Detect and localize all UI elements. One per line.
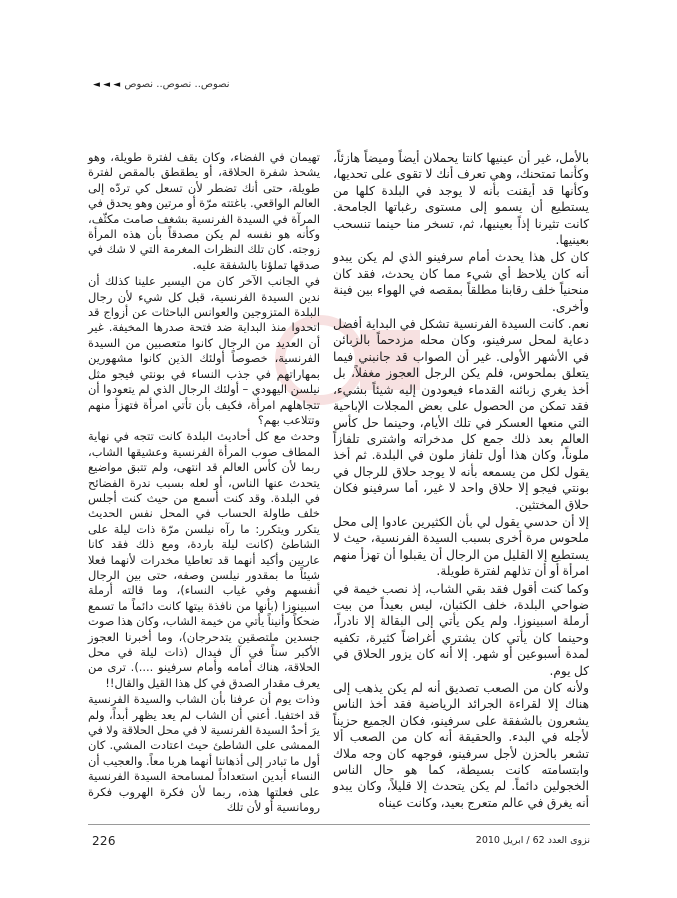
running-header xyxy=(93,79,230,90)
arrow-icon: ◄ xyxy=(103,79,111,90)
paragraph: وحدث مع كل أحاديث البلدة كانت تتجه في نهاية المطاف صوب المرأة الفرنسية وعشيقها الشاب، ربما لأن كأس العالم قد انتهى، ولم تتبق مواضيع يتحدث عنها الناس، أو لعله بسبب ندرة الفضائح في البلدة. وقد كنت أسمع من حيث كنت أجلس خلف طاولة الحساب في المحل نفس الحديث يتكرر ويتكرر: ما رآه نيلسن مرّة ذات ليلة على الشاطئ (كانت ليلة باردة، ومع ذلك فقد كانا عاريين وأكيد أنهما قد تعاطيا مخدرات لأنهما فعلا شيئاً ما بمقدور نيلسن وصفه، حتى بين الرجال أنفسهم وفي غياب النساء)، وما قالته أرملة اسبينوزا (بأنها من نافذة بيتها كانت دائماً ما تسمع ضحكاً وأنيناً يأتي من خيمة الشاب، وكان هذا صوت جسدين ملتصقين يتدحرجان)، وما أخبرنا العجوز الأكبر سناً في آل فيدال (ذات ليلة في محل الحلاقة، هناك أمامه وأمام سرفينو ....). ترى من يعرف مقدار الصدق في كل هذا القيل والقال!! xyxy=(88,429,320,690)
paragraph: في الجانب الآخر كان من اليسير علينا كذلك أن ندين السيدة الفرنسية، قبل كل شيء لأن رجال البلدة المتزوجين والعوانس الباحثات عن أزواج قد اتحدوا منذ البداية ضد فتحة صدرها المخيفة. غير أن العديد من الرجال كانوا متعصبين من السيدة الفرنسية، خصوصاً أولئك الذين كانوا مشهورين بمهاراتهم في جذب النساء في بونتي فيجو مثل نيلسن اليهودي – أولئك الرجال الذي لم يتعودوا أن تتجاهلهم امرأة، فكيف بأن تأتي امرأة فتهزأ منهم وتتلاعب بهم؟ xyxy=(88,274,320,427)
paragraph: كان كل هذا يحدث أمام سرفينو الذي لم يكن يبدو أنه كان يلاحظ أي شيء مما كان يحدث، فقد كان منحنياً خلف رقابنا مطلقاً بمقصه في الهواء بين فينة وأخرى. xyxy=(333,250,589,314)
paragraph: وذات يوم أن عرفنا بأن الشاب والسيدة الفرنسية قد اختفيا. أعني أن الشاب لم يعد يظهر أبداً، ولم يرَ أحدٌ السيدة الفرنسية لا في محل الحلاقة ولا في الممشى على الشاطئ حيث اعتادت المشي. كان أول ما تبادر إلى أذهاننا أنهما هربا معاً. والعجيب أن النساء أبدين استعداداً لمسامحة السيدة الفرنسية على فعلتها هذه، ربما لأن فكرة الهروب فكرة رومانسية أو لأن تلك xyxy=(88,692,320,815)
paragraph: وكما كنت أقول فقد بقي الشاب، إذ نصب خيمة في ضواحي البلدة، خلف الكثبان، ليس بعيداً من بيت أرملة اسبينوزا. ولم يكن يأتي إلى البقالة إلا نادراً، وحينما كان يأتي كان يشتري أغراضاً كثيرة، تكفيه لمدة أسبوعين أو شهر. إلا أنه كان يزور الحلاق في كل يوم. xyxy=(333,581,589,678)
text-column-right xyxy=(333,150,589,812)
section-title: نصوص.. نصوص.. نصوص xyxy=(124,79,230,90)
text-column-left xyxy=(88,150,320,816)
paragraph: تهيمان في الفضاء، وكان يقف لفترة طويلة، وهو يشحذ شفرة الحلاقة، أو يطقطق بالمقص لفترة طويلة، حتى أنك تضطر لأن تسعل كي تردّه إلى العالم الواقعي. باغتته مرّة أو مرتين وهو يحدق في المرآة في السيدة الفرنسية بشغف صامت مكثّف، وكأنه هو نفسه لم يكن مصدقاً بأن هذه المرأة زوجته. كان تلك النظرات المغرمة التي لا شك في صدقها تملؤنا بالشفقة عليه. xyxy=(88,150,320,272)
arrow-icon: ◄ xyxy=(113,79,121,90)
paragraph: نعم. كانت السيدة الفرنسية تشكل في البداية أفضل دعاية لمحل سرفينو، وكان محله مزدحماً بالزبائن في الأشهر الأولى. غير أن الصواب قد جانبني فيما يتعلق بملحوس، فلم يكن الرجل العجوز مغفلاً، بل أخذ يغري زبائنه القدماء فيعودون إليه شيئاً بشيء، فقد تمكن من الحصول على بعض المجلات الإباحية التي منعها العسكر في تلك الأيام، وحينما حل كأس العالم بعد ذلك جمع كل مدخراته واشترى تلفازاً ملوناً، وكان هذا أول تلفاز ملون في البلدة. ثم أخذ يقول لكل من يسمعه بأنه لا يوجد حلاق للرجال في بونتي فيجو إلا حلاق واحد لا غير، أما سرفينو فكان حلاق المختثين. xyxy=(333,317,589,512)
footer-divider xyxy=(88,824,590,825)
arrow-ornament xyxy=(93,80,120,90)
paragraph: ولأنه كان من الصعب تصديق أنه لم يكن يذهب إلى هناك إلا لقراءة الجرائد الرياضية فقد أخذ الناس يشعرون بالشفقة على سرفينو، فكان الجميع حزيناً لأجله في البدء. والحقيقة أنه كان من الصعب ألا تشعر بالحزن لأجل سرفينو، فوجهه كان وجه ملاك وابتسامته كانت بسيطة، كما هو حال الناس الخجولين دائماً. لم يكن يتحدث إلا قليلاً، وكان يبدو أنه يغرق في عالم متعرج بعيد، وكانت عيناه xyxy=(333,681,589,810)
paragraph: إلا أن حدسي يقول لي بأن الكثيرين عادوا إلى محل ملحوس مرة أخرى بسبب السيدة الفرنسية، حيث لا يستطيع إلا القليل من الرجال أن يقبلوا أن تهزأ منهم امرأة أو أن تذلهم لفترة طويلة. xyxy=(333,514,589,579)
arrow-icon: ◄ xyxy=(93,79,101,90)
page-number: 226 xyxy=(92,834,116,848)
paragraph: بالأمل، غير أن عينيها كانتا يحملان أيضاً وميضاً هازئاً، وكأنما تمتحنك، وهي تعرف أنك لا تقوى على تحديها، وكأنها قد أيقنت بأنه لا يوجد في البلدة كلها من يستطيع أن يسمو إلى مستوى رغباتها الجامحة. كانت تثيرنا إذاً بعينيها، ثم، تسخر منا حينما تنسحب بعينيها. xyxy=(333,151,589,248)
issue-info: نزوى العدد 62 / ابريل 2010 xyxy=(475,835,590,846)
